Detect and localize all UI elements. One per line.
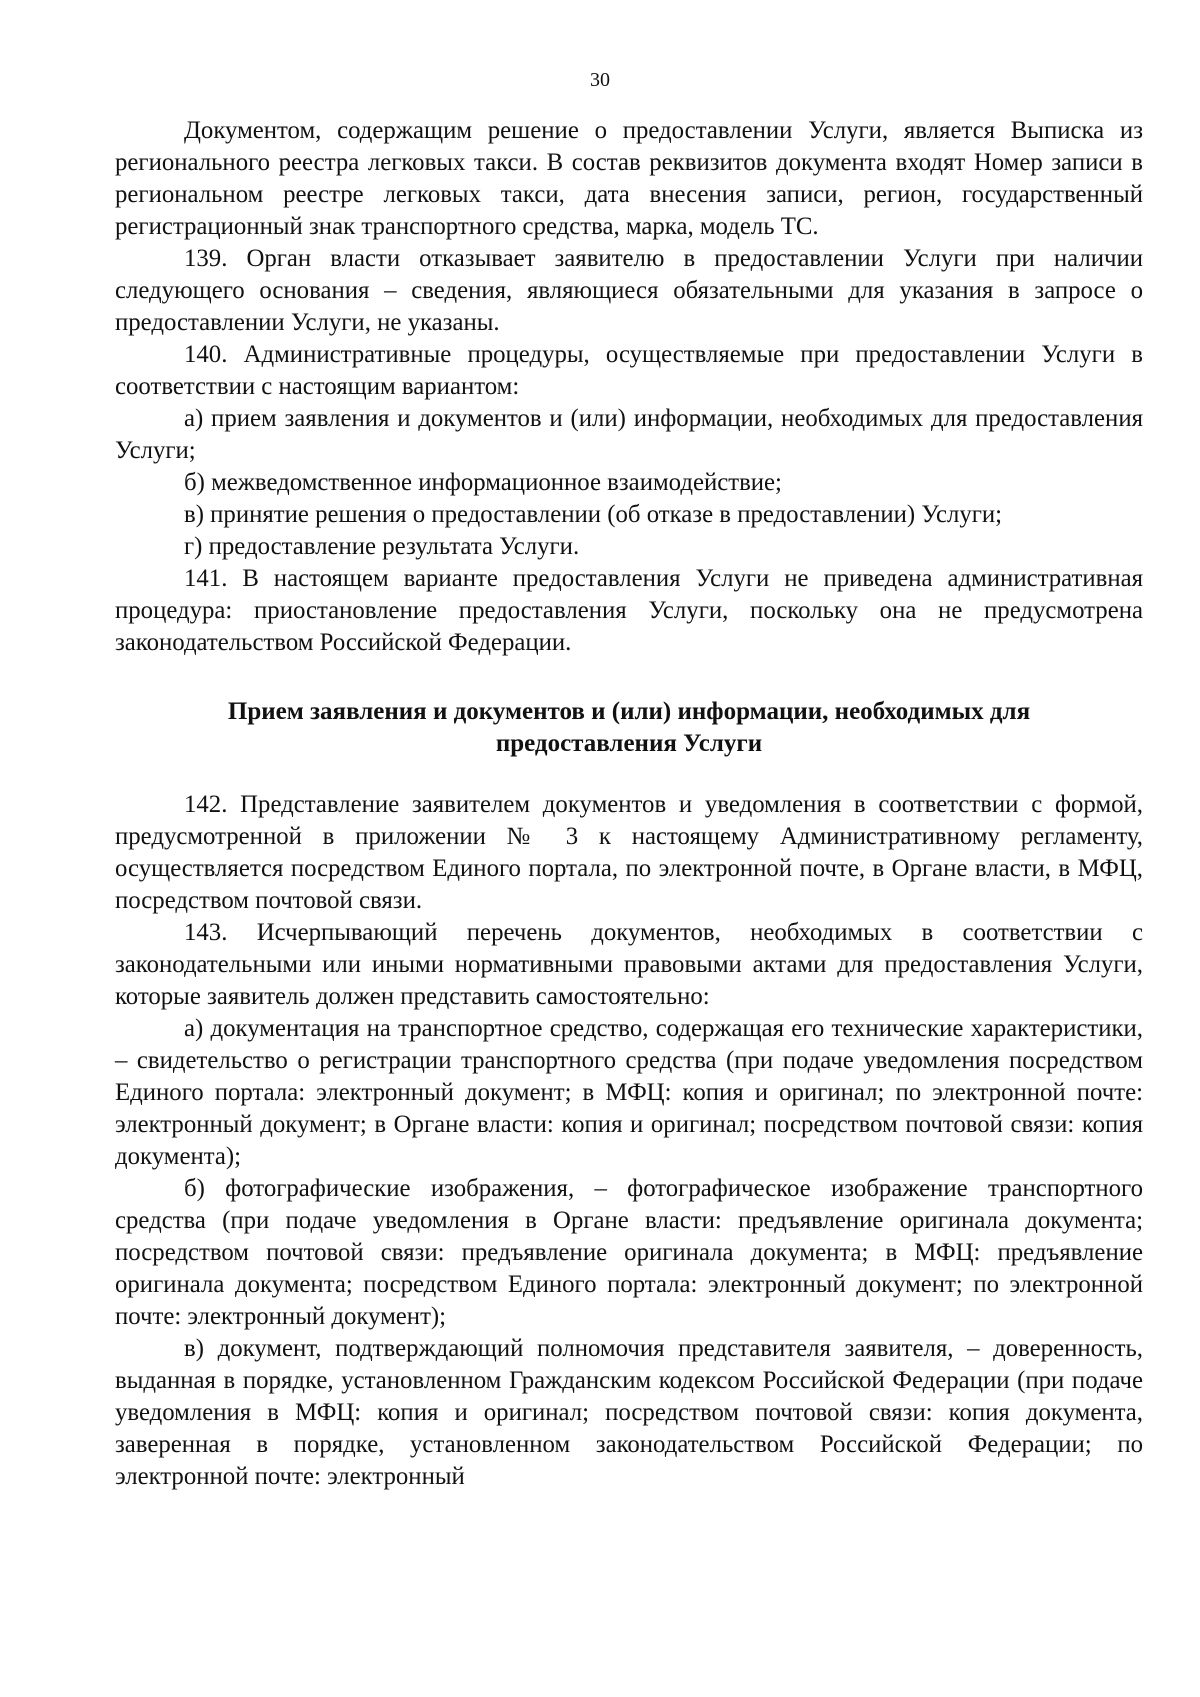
list-item-143-b: б) фотографические изображения, – фотографическое изображение транспортного средства (при подаче уведомления в Органе власти: предъявление оригинала документа; посредством почтовой связи: предъявление оригинала документа; в МФЦ: предъявление оригинала документа; посредством Единого портала: электронный документ; по электронной почте: электронный документ); (115, 1175, 1143, 1330)
page-number: 30 (590, 69, 610, 91)
paragraph-140: 140. Административные процедуры, осуществляемые при предоставлении Услуги в соответствии с настоящим вариантом: (115, 341, 1143, 400)
paragraph-143: 143. Исчерпывающий перечень документов, необходимых в соответствии с законодательными или иными нормативными правовыми актами для предоставления Услуги, которые заявитель должен представить самостоятельно: (115, 919, 1143, 1010)
list-item-140-g: г) предоставление результата Услуги. (184, 533, 580, 560)
list-item-143-v: в) документ, подтверждающий полномочия представителя заявителя, – доверенность, выданная в порядке, установленном Гражданским кодексом Российской Федерации (при подаче уведомления в МФЦ: копия и оригинал; посредством почтовой связи: копия документа, заверенная в порядке, установленном законодательством Российской Федерации; по электронной почте: электронный (115, 1335, 1143, 1490)
section-heading (115, 696, 1143, 760)
list-item-140-b: б) межведомственное информационное взаимодействие; (184, 469, 782, 496)
document-body (115, 115, 1143, 1493)
section-heading-line-1: Прием заявления и документов и (или) информации, необходимых для (227, 698, 1031, 725)
paragraph-142: 142. Представление заявителем документов и уведомления в соответствии с формой, предусмотренной в приложении № 3 к настоящему Административному регламенту, осуществляется посредством Единого портала, по электронной почте, в Органе власти, в МФЦ, посредством почтовой связи. (115, 791, 1143, 914)
list-item-143-a: а) документация на транспортное средство, содержащая его технические характеристики, – свидетельство о регистрации транспортного средства (при подаче уведомления посредством Единого портала: электронный документ; в МФЦ: копия и оригинал; по электронной почте: электронный документ; в Органе власти: копия и оригинал; посредством почтовой связи: копия документа); (115, 1015, 1143, 1170)
paragraph-141: 141. В настоящем варианте предоставления Услуги не приведена административная процедура: приостановление предоставления Услуги, поскольку она не предусмотрена законодательством Российской Федерации. (115, 565, 1143, 656)
paragraph-result-document: Документом, содержащим решение о предоставлении Услуги, является Выписка из регионального реестра легковых такси. В состав реквизитов документа входят Номер записи в региональном реестре легковых такси, дата внесения записи, регион, государственный регистрационный знак транспортного средства, марка, модель ТС. (115, 117, 1143, 240)
paragraph-139: 139. Орган власти отказывает заявителю в предоставлении Услуги при наличии следующего основания – сведения, являющиеся обязательными для указания в запросе о предоставлении Услуги, не указаны. (115, 245, 1143, 336)
list-item-140-a: а) прием заявления и документов и (или) информации, необходимых для предоставления Услуги; (115, 405, 1143, 464)
section-heading-line-2: предоставления Услуги (495, 730, 763, 757)
list-item-140-v: в) принятие решения о предоставлении (об отказе в предоставлении) Услуги; (184, 501, 1003, 528)
